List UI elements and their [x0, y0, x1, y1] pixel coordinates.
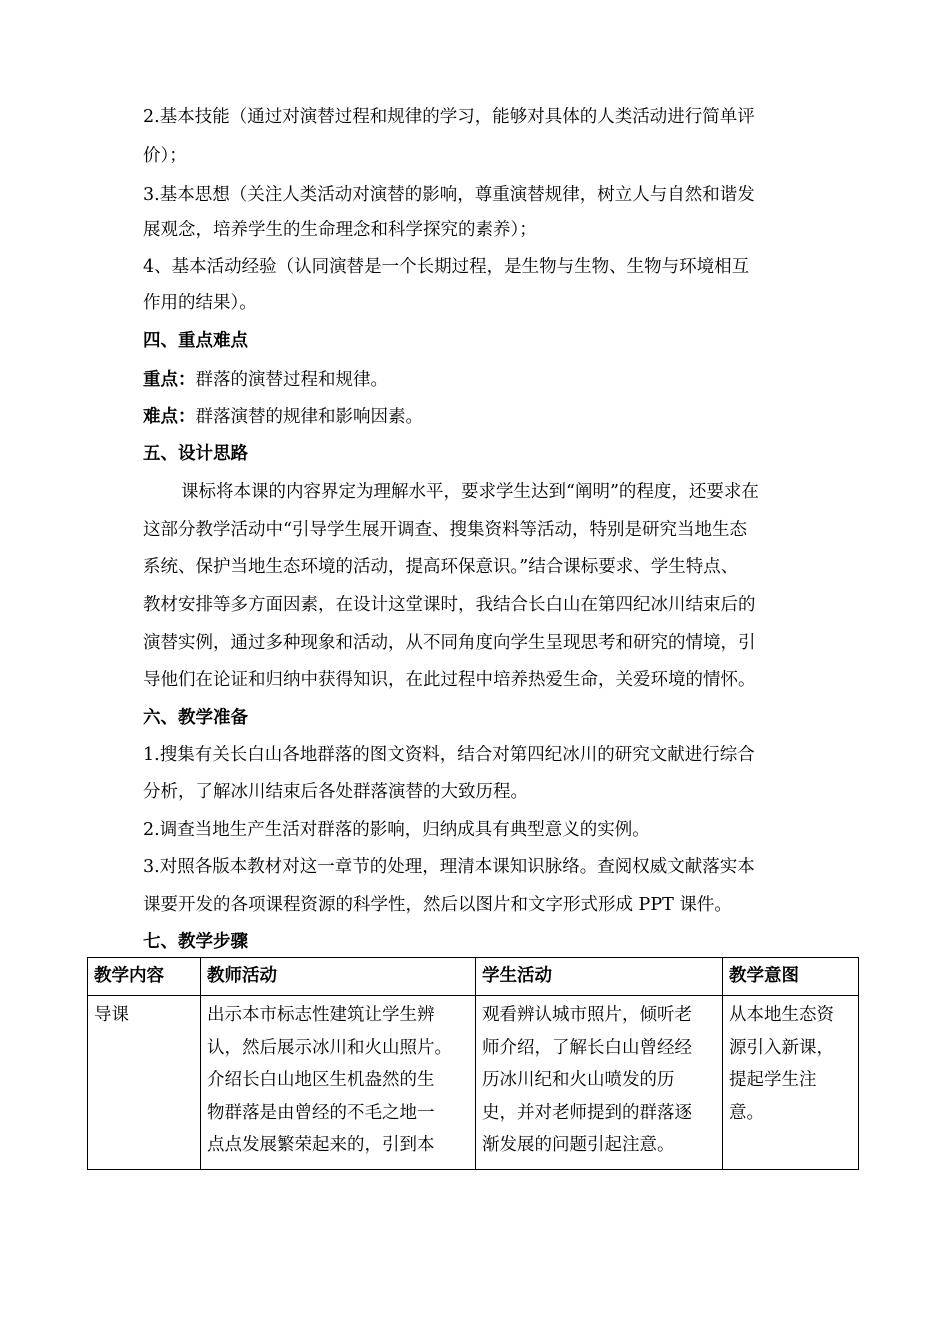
- design-paragraph-line: 这部分教学活动中“引导学生展开调查、搜集资料等活动，特别是研究当地生态: [143, 520, 747, 540]
- preparation-line: 3.对照各版本教材对这一章节的处理，理清本课知识脉络。查阅权威文献落实本: [143, 857, 755, 877]
- design-paragraph-line: 演替实例，通过多种现象和活动，从不同角度向学生呈现思考和研究的情境，引: [143, 633, 756, 653]
- cell-text: 提起学生注: [729, 1070, 817, 1090]
- difficulty-line: [143, 404, 823, 430]
- cell-text: 师介绍，了解长白山曾经经: [482, 1037, 692, 1058]
- key-point-line: [143, 367, 823, 393]
- section-heading-steps: 七、教学步骤: [143, 932, 248, 952]
- difficulty-text: 群落演替的规律和影响因素。: [195, 407, 423, 427]
- section-heading-design: 五、设计思路: [143, 444, 248, 464]
- cell-text: 介绍长白山地区生机盎然的生: [207, 1070, 435, 1090]
- cell-text: 源引入新课，: [729, 1037, 834, 1058]
- cell-text: 历冰川纪和火山喷发的历: [482, 1070, 675, 1090]
- cell-text: 点点发展繁荣起来的，引到本: [207, 1135, 435, 1155]
- teaching-steps-table: [87, 957, 859, 1170]
- skill-line-1: 2.基本技能（通过对演替过程和规律的学习，能够对具体的人类活动进行简单评: [143, 107, 755, 127]
- cell-text: 史，并对老师提到的群落逐: [482, 1102, 692, 1123]
- design-paragraph-line: 教材安排等多方面因素，在设计这堂课时，我结合长白山在第四纪冰川结束后的: [143, 595, 756, 615]
- experience-line-2: 作用的结果）。: [143, 293, 257, 313]
- cell-text: 意。: [729, 1102, 764, 1123]
- experience-line-1: 4、基本活动经验（认同演替是一个长期过程，是生物与生物、生物与环境相互: [143, 257, 750, 277]
- difficulty-label: 难点：: [143, 407, 196, 427]
- cell-text: 出示本市标志性建筑让学生辨: [207, 1005, 435, 1025]
- thought-line-2: 展观念，培养学生的生命理念和科学探究的素养）；: [143, 220, 537, 240]
- header-intent: 教学意图: [723, 958, 859, 996]
- table-header-row: [88, 958, 859, 996]
- cell-text: 渐发展的问题引起注意。: [482, 1135, 675, 1155]
- thought-line-1: 3.基本思想（关注人类活动对演替的影响，尊重演替规律，树立人与自然和谐发: [143, 185, 755, 205]
- preparation-line: 分析，了解冰川结束后各处群落演替的大致历程。: [143, 782, 528, 802]
- table-row: [88, 996, 859, 1170]
- cell-text: 观看辨认城市照片，倾听老: [482, 1005, 692, 1025]
- preparation-line: 1.搜集有关长白山各地群落的图文资料，结合对第四纪冰川的研究文献进行综合: [143, 745, 755, 765]
- section-heading-key-points: 四、重点难点: [143, 331, 248, 351]
- design-paragraph-line: 系统、保护当地生态环境的活动，提高环保意识。”结合课标要求、学生特点、: [143, 557, 739, 577]
- skill-line-2: 价）；: [143, 146, 187, 166]
- design-paragraph-line: 导他们在论证和归纳中获得知识，在此过程中培养热爱生命，关爱环境的情怀。: [143, 670, 756, 690]
- key-point-label: 重点：: [143, 370, 196, 390]
- header-student: 学生活动: [476, 958, 723, 996]
- preparation-line: 2.调查当地生产生活对群落的影响，归纳成具有典型意义的实例。: [143, 820, 650, 840]
- header-teacher: 教师活动: [201, 958, 476, 996]
- cell-student: [476, 996, 723, 1170]
- design-paragraph-line: 课标将本课的内容界定为理解水平，要求学生达到“阐明”的程度，还要求在: [181, 482, 759, 502]
- cell-teacher: [201, 996, 476, 1170]
- cell-text: 从本地生态资: [729, 1005, 834, 1025]
- cell-text: 导课: [94, 1005, 129, 1025]
- section-heading-preparation: 六、教学准备: [143, 708, 248, 728]
- cell-content: [88, 996, 201, 1170]
- cell-intent: [723, 996, 859, 1170]
- header-content: 教学内容: [88, 958, 201, 996]
- cell-text: 物群落是由曾经的不毛之地一: [207, 1102, 435, 1123]
- cell-text: 认，然后展示冰川和火山照片。: [207, 1037, 452, 1058]
- key-point-text: 群落的演替过程和规律。: [195, 370, 388, 390]
- preparation-line: 课要开发的各项课程资源的科学性，然后以图片和文字形式形成 PPT 课件。: [143, 895, 732, 915]
